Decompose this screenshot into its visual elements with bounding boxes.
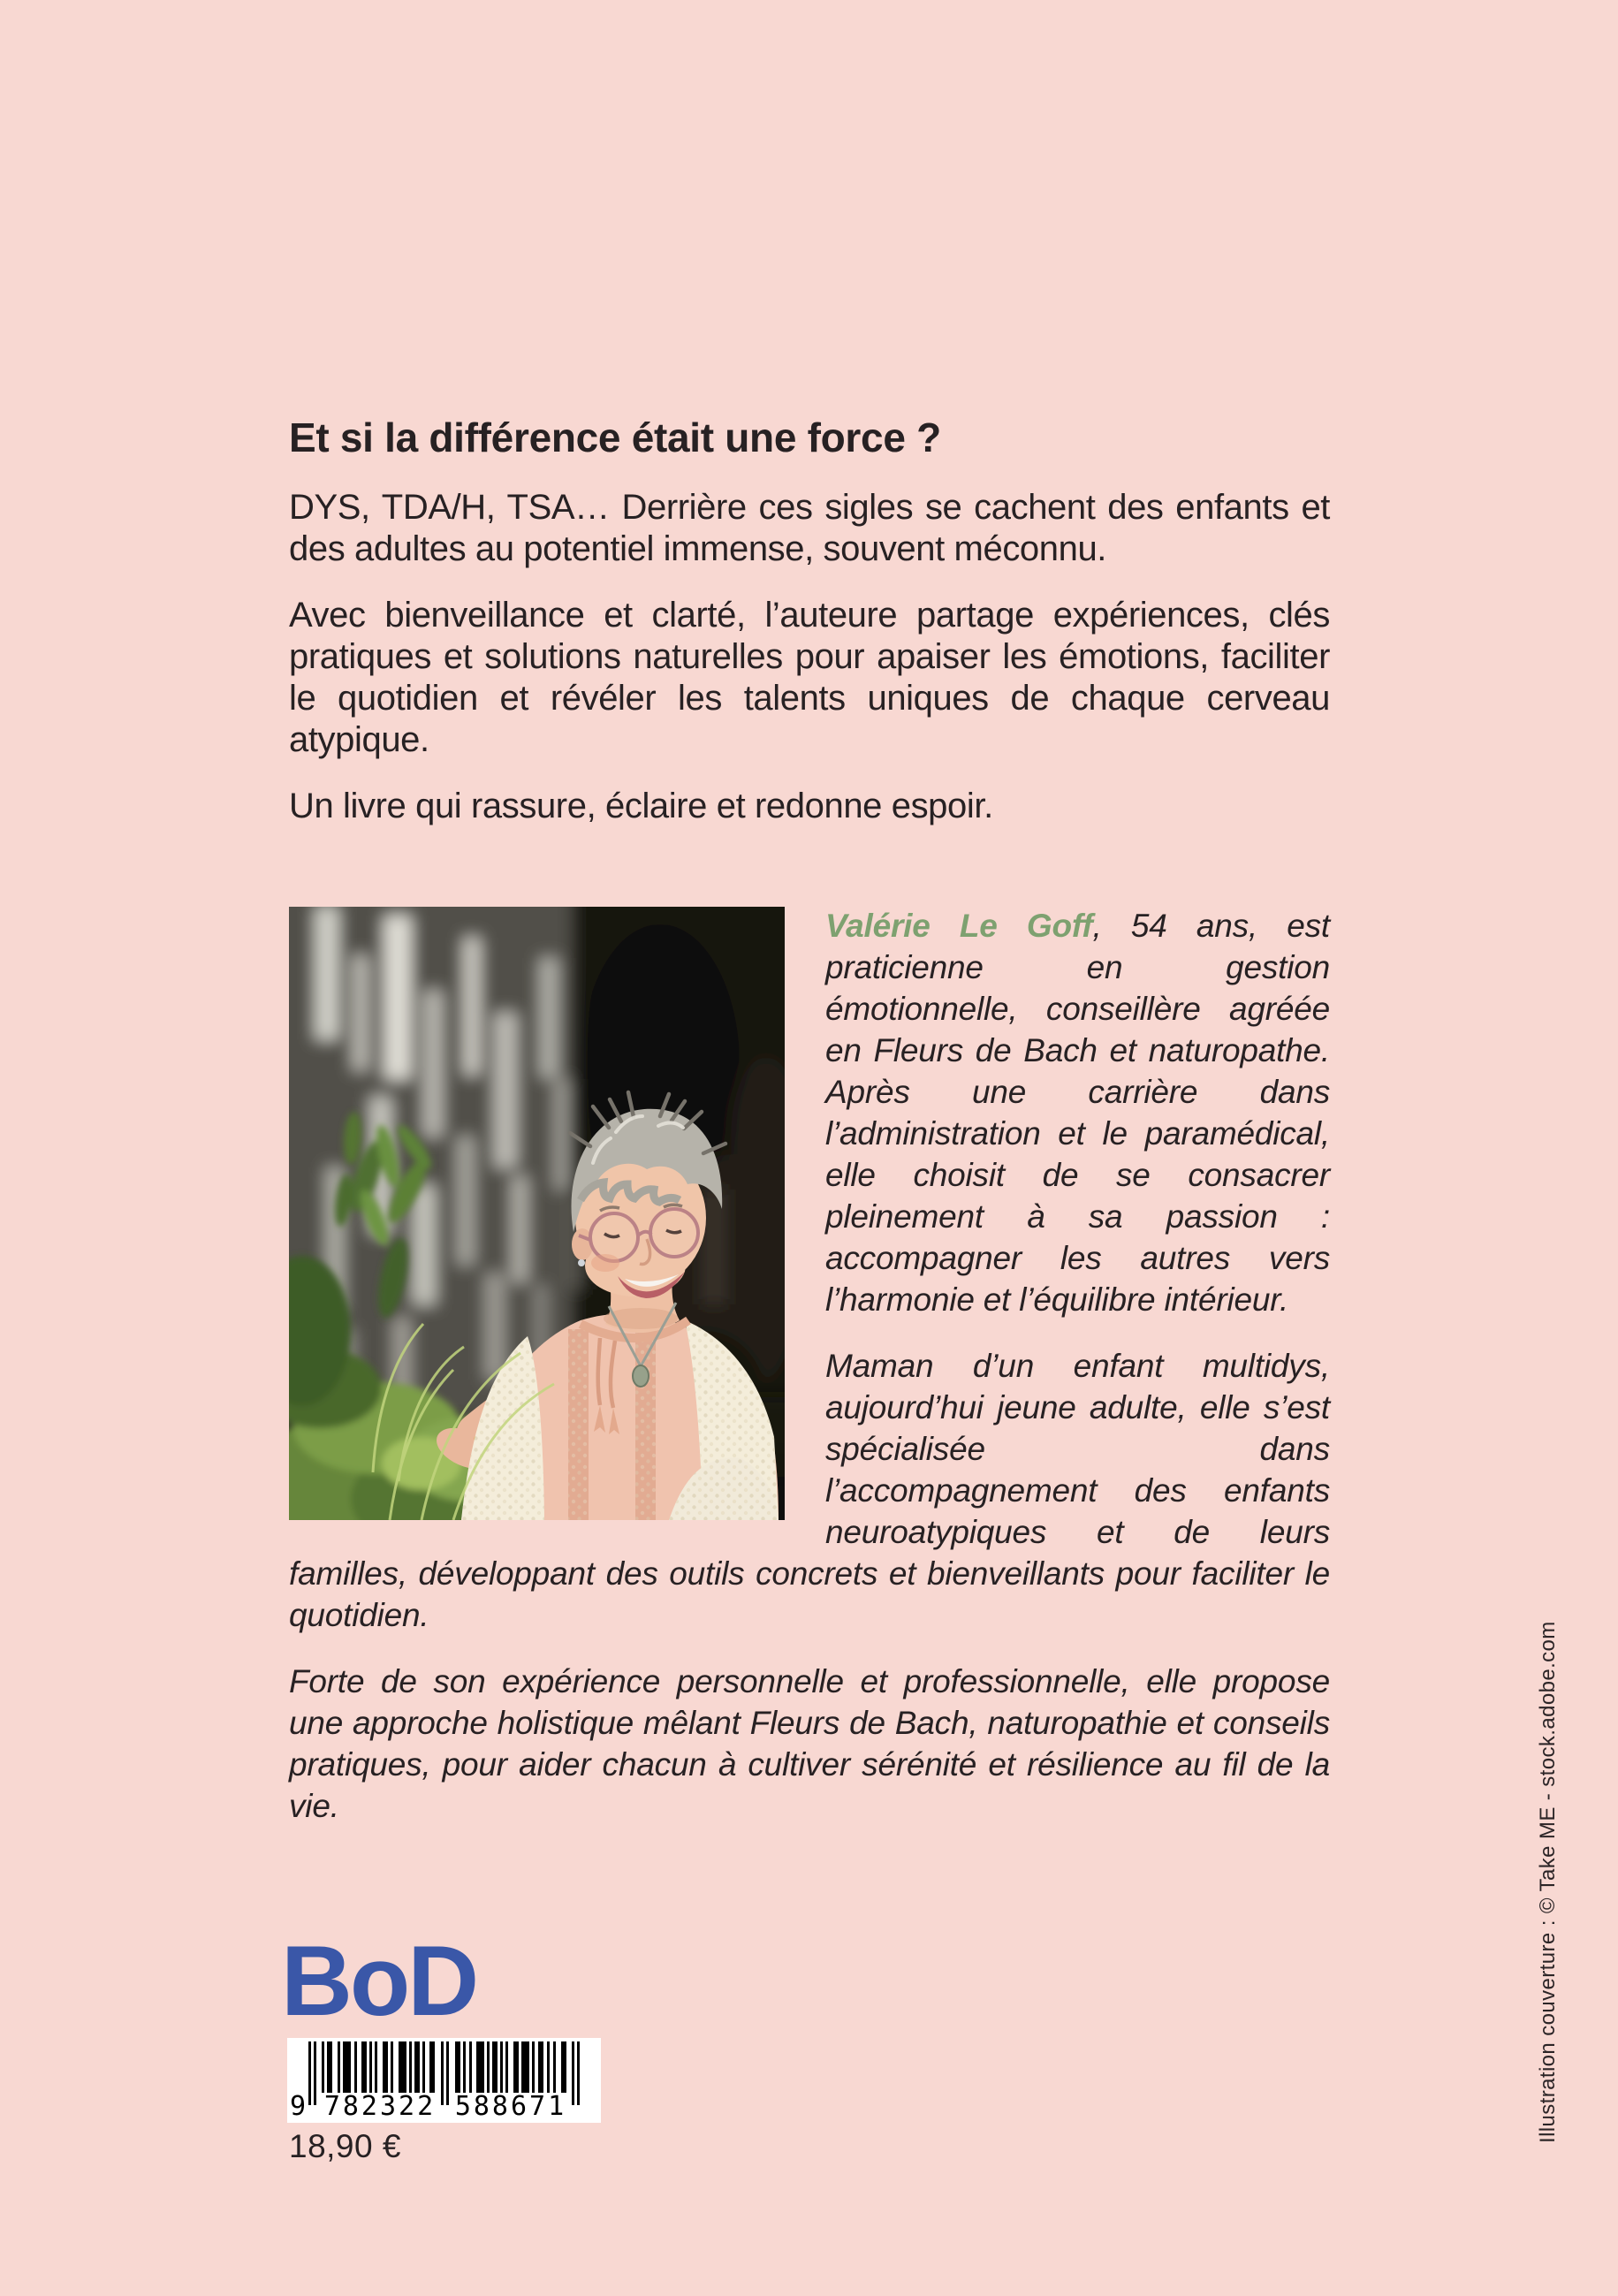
barcode-group2: 588671 <box>454 2091 567 2122</box>
publisher-logo-bod: BoD <box>281 1926 477 2036</box>
author-bio-paragraph-3: Forte de son expérience personnelle et professionnelle, elle propose une approche holistique mêlant Fleurs de Bach, naturopathie et conseils pratiques, pour aider chacun à cultiver sérénité et résilience au fil de la vie. <box>289 1663 1330 1825</box>
back-cover-text-block <box>289 414 1330 1827</box>
barcode-group1: 782322 <box>323 2091 437 2122</box>
photo-credit-text: Illustration couverture : © Take ME - stock.adobe.com <box>1536 1621 1560 2143</box>
author-photo-illustration <box>289 907 785 1520</box>
photo-credit <box>1536 1620 1589 2143</box>
headline: Et si la différence était une force ? <box>289 414 941 460</box>
price-label: 18,90 € <box>289 2128 401 2164</box>
blurb-paragraph-3: Un livre qui rassure, éclaire et redonne espoir. <box>289 787 993 826</box>
author-bio-paragraph-2: Maman d’un enfant multidys, aujourd’hui jeune adulte, elle s’est spécialisée dans l’accompagnement des enfants neuroatypiques et de leurs familles, développant des outils concrets et bienveillants pour faciliter le quotidien. <box>289 1348 1330 1634</box>
blurb-paragraph-1: DYS, TDA/H, TSA… Derrière ces sigles se cachent des enfants et des adultes au potentiel immense, souvent méconnu. <box>289 488 1330 569</box>
blurb-paragraph-2: Avec bienveillance et clarté, l’auteure partage expériences, clés pratiques et solutions naturelles pour apaiser les émotions, faciliter le quotidien et révéler les talents uniques de chaque cerveau atypique. <box>289 596 1330 760</box>
isbn-barcode <box>287 2038 601 2123</box>
author-photo <box>289 907 785 1520</box>
author-bio-section <box>289 905 1330 1827</box>
barcode-lead-digit: 9 <box>290 2091 307 2122</box>
author-name: Valérie Le Goff <box>825 908 1093 945</box>
author-bio-1-text: , 54 ans, est praticienne en gestion émotionnelle, conseillère agréée en Fleurs de Bach et naturopathe. Après une carrière dans l’administration et le paramédical, elle choisit de se consacrer pleinement à sa passion : accompagner les autres vers l’harmonie et l’équilibre intérieur. <box>825 908 1330 1319</box>
